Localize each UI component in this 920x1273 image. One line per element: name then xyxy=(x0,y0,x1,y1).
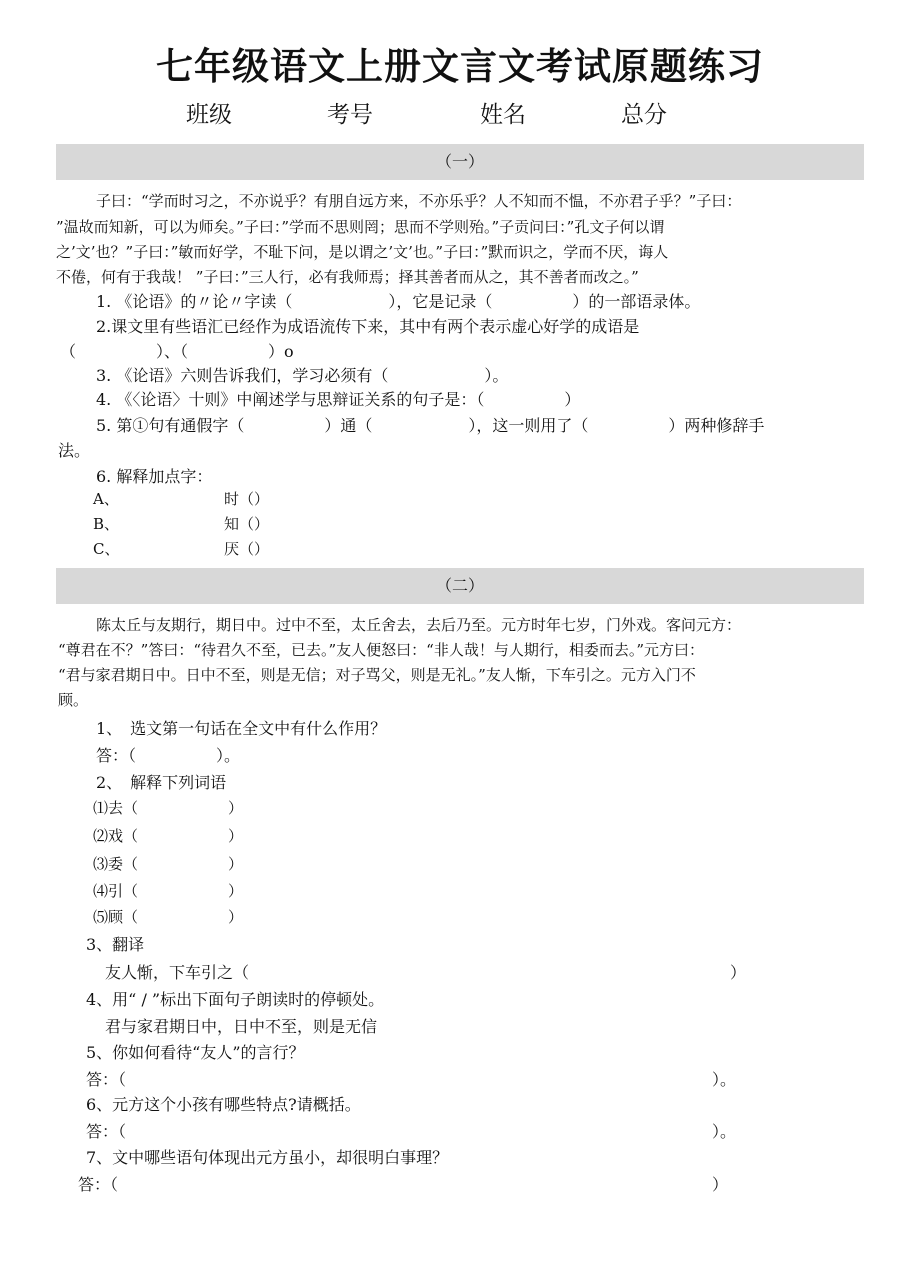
vocab-item: ⑸顾（ ） xyxy=(93,908,244,926)
answer-6-close: ）。 xyxy=(712,1122,737,1141)
question-2: 2、 解释下列词语 xyxy=(96,773,227,792)
vocab-item: ⑶委（ ） xyxy=(93,855,244,873)
vocab-item: ⑵戏（ ） xyxy=(93,827,244,845)
passage-line: 陈太丘与友期行，期日中。过中不至，太丘舍去，去后乃至。元方时年七岁，门外戏。客问元方： xyxy=(96,616,742,634)
question-5-continued: 法。 xyxy=(58,441,91,460)
answer-5-close: ）。 xyxy=(712,1070,737,1089)
option-word: 厌（） xyxy=(224,540,270,558)
passage-line: “君与家君期日中。日中不至，则是无信；对子骂父，则是无礼。”友人惭，下车引之。元方入门不 xyxy=(58,666,696,684)
question-1: 1、 选文第一句话在全文中有什么作用？ xyxy=(96,719,387,738)
section-one-header: （一） xyxy=(56,144,864,180)
passage-line: 不倦，何有于我哉！ ”子曰：”三人行，必有我师焉；择其善者而从之，其不善者而改之。” xyxy=(56,268,639,286)
option-letter: A、 xyxy=(93,490,119,508)
question-4: 4、用“ / ”标出下面句子朗读时的停顿处。 xyxy=(86,990,385,1009)
translation-blank-close: ） xyxy=(730,963,747,982)
answer-6: 答：（ xyxy=(86,1122,127,1141)
question-2-blanks: （ ）、（ ）o xyxy=(60,342,294,361)
option-letter: B、 xyxy=(93,515,120,533)
answer-7-close: ） xyxy=(712,1175,729,1194)
passage-line: 顾。 xyxy=(58,691,89,709)
name-label: 姓名 xyxy=(480,102,526,128)
answer-7: 答：（ xyxy=(78,1175,119,1194)
page-title: 七年级语文上册文言文考试原题练习 xyxy=(156,45,764,88)
question-5: 5、你如何看待“友人”的言行？ xyxy=(86,1043,305,1062)
class-label: 班级 xyxy=(186,102,232,128)
question-4: 4. 《〈论语〉十则》中阐述学与思辩证关系的句子是：（ ） xyxy=(96,390,581,409)
option-word: 知（） xyxy=(224,515,270,533)
passage-line: 子曰：“学而时习之，不亦说乎？有朋自远方来，不亦乐乎？人不知而不愠，不亦君子乎？”子曰： xyxy=(96,192,742,210)
question-6: 6、元方这个小孩有哪些特点?请概括。 xyxy=(86,1095,361,1114)
option-letter: C、 xyxy=(93,540,120,558)
option-word: 时（） xyxy=(224,490,270,508)
vocab-item: ⑷引（ ） xyxy=(93,882,244,900)
passage-line: 之’文’也？”子曰：”敏而好学，不耻下问，是以谓之’文’也。”子曰：”默而识之，学而不厌，诲人 xyxy=(56,243,669,261)
question-1: 1. 《论语》的〃论〃字读（ ），它是记录（ ）的一部语录体。 xyxy=(96,292,701,311)
translation-sentence: 友人惭，下车引之（ xyxy=(105,963,250,982)
question-3: 3. 《论语》六则告诉我们，学习必须有（ ）。 xyxy=(96,366,509,385)
question-5: 5. 第①句有通假字（ ）通（ ），这一则用了（ ）两种修辞手 xyxy=(96,416,765,435)
passage-line: “尊君在不？”答曰：“待君久不至，已去。”友人便怒曰：“非人哉！与人期行，相委而去。”元方曰： xyxy=(58,641,705,659)
answer-1: 答：（ ）。 xyxy=(96,746,241,765)
passage-line: ”温故而知新，可以为师矣。”子曰：”学而不思则罔；思而不学则殆。”子贡问曰：”孔文子何以谓 xyxy=(56,218,665,236)
section-two-header: （二） xyxy=(56,568,864,604)
total-score-label: 总分 xyxy=(621,102,667,128)
answer-5: 答：（ xyxy=(86,1070,127,1089)
vocab-item: ⑴去（ ） xyxy=(93,799,244,817)
exam-number-label: 考号 xyxy=(327,102,373,128)
question-2: 2.课文里有些语汇已经作为成语流传下来，其中有两个表示虚心好学的成语是 xyxy=(96,317,640,336)
question-7: 7、文中哪些语句体现出元方虽小，却很明白事理？ xyxy=(86,1148,449,1167)
question-6: 6. 解释加点字： xyxy=(96,467,213,486)
pause-sentence: 君与家君期日中，日中不至，则是无信 xyxy=(105,1017,378,1036)
question-3: 3、翻译 xyxy=(86,935,145,954)
